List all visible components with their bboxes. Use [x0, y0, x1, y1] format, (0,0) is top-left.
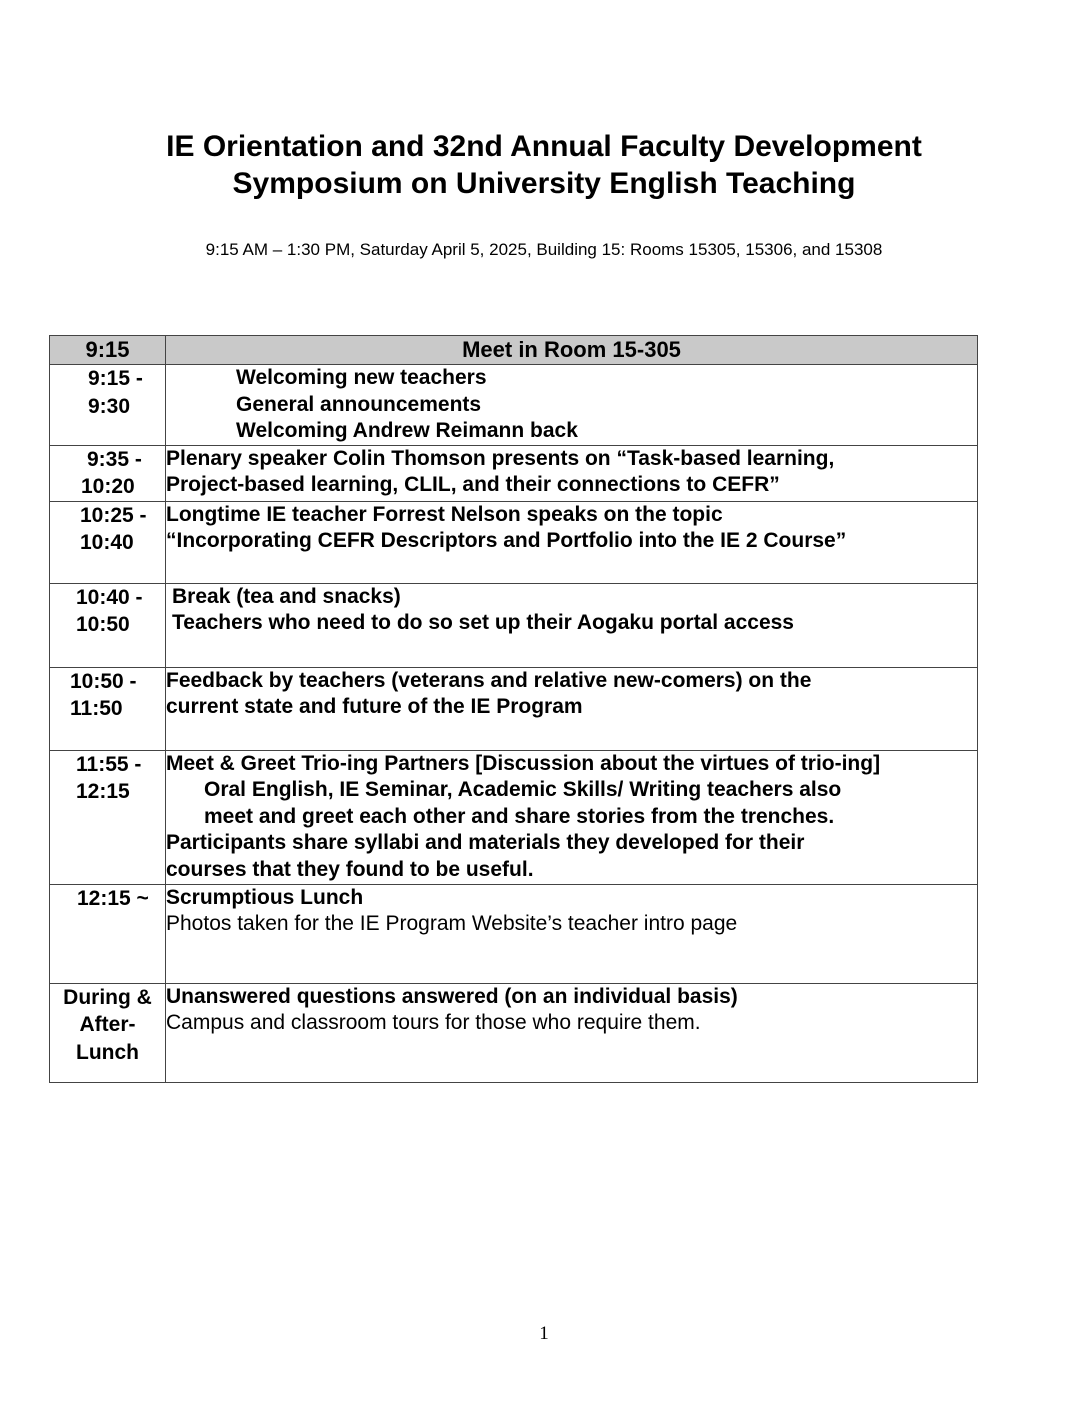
activity-line: Plenary speaker Colin Thomson presents on “Task-based learning,	[166, 446, 835, 470]
time-start: 10:50 -	[70, 669, 137, 693]
time-end: Lunch	[76, 1040, 139, 1064]
activity-cell	[166, 583, 978, 667]
page-number: 1	[539, 1323, 549, 1344]
activity-line: Oral English, IE Seminar, Academic Skills/ Writing teachers also	[204, 778, 842, 801]
schedule-row	[50, 583, 978, 667]
activity-line: meet and greet each other and share stories from the trenches.	[204, 804, 835, 828]
time-start: 11:55 -	[76, 752, 142, 776]
time-start: During &	[63, 985, 152, 1009]
time-start: 10:25 -	[80, 503, 147, 527]
time-end: 10:40	[80, 531, 134, 554]
activity-line: courses that they found to be useful.	[166, 857, 534, 881]
time-start: 9:35 -	[87, 447, 142, 471]
title-line-2: Symposium on University English Teaching	[232, 167, 856, 200]
activity-line: Break (tea and snacks)	[172, 584, 401, 608]
time-start: 9:15 -	[88, 367, 143, 390]
time-cell	[50, 667, 166, 750]
activity-line: Participants share syllabi and materials they developed for their	[166, 831, 805, 854]
time-start: 12:15 ~	[77, 886, 149, 910]
time-cell	[50, 884, 166, 983]
schedule-header-row	[50, 336, 978, 365]
activity-line: General announcements	[236, 392, 482, 416]
title-line-1: IE Orientation and 32nd Annual Faculty Development	[166, 130, 922, 163]
schedule-row	[50, 365, 978, 446]
time-end: 9:30	[88, 394, 131, 418]
time-cell	[50, 365, 166, 446]
activity-line: Project-based learning, CLIL, and their connections to CEFR”	[166, 473, 780, 496]
event-details: 9:15 AM – 1:30 PM, Saturday April 5, 2025, Building 15: Rooms 15305, 15306, and 15308	[205, 240, 883, 259]
activity-line: Welcoming Andrew Reimann back	[236, 419, 578, 442]
activity-line: current state and future of the IE Program	[166, 695, 583, 718]
activity-cell	[166, 667, 978, 750]
schedule-row	[50, 983, 978, 1082]
time-cell	[50, 983, 166, 1082]
schedule-row	[50, 884, 978, 983]
time-cell	[50, 445, 166, 501]
schedule-table	[49, 335, 978, 1083]
activity-line: Longtime IE teacher Forrest Nelson speaks on the topic	[166, 502, 723, 526]
activity-line: Scrumptious Lunch	[166, 885, 364, 909]
schedule-row	[50, 667, 978, 750]
time-end: 12:15	[76, 780, 130, 803]
schedule-row	[50, 501, 978, 583]
header-activity: Meet in Room 15-305	[166, 336, 978, 365]
activity-line: Welcoming new teachers	[236, 366, 487, 389]
schedule-row	[50, 445, 978, 501]
activity-cell	[166, 884, 978, 983]
activity-line: Teachers who need to do so set up their Aogaku portal access	[172, 611, 794, 634]
schedule-row	[50, 750, 978, 884]
activity-line: Meet & Greet Trio-ing Partners [Discussion about the virtues of trio-ing]	[166, 751, 881, 775]
time-cell	[50, 750, 166, 884]
activity-line: Campus and classroom tours for those who require them.	[166, 1011, 701, 1034]
activity-cell	[166, 445, 978, 501]
time-cell	[50, 501, 166, 583]
header-time: 9:15	[50, 336, 166, 365]
time-start: 10:40 -	[76, 585, 143, 609]
document-title	[0, 128, 1088, 202]
time-mid: After-	[79, 1013, 136, 1036]
time-end: 11:50	[70, 697, 123, 720]
time-end: 10:50	[76, 613, 130, 636]
activity-line: Photos taken for the IE Program Website’s teacher intro page	[166, 912, 738, 935]
activity-line: “Incorporating CEFR Descriptors and Portfolio into the IE 2 Course”	[166, 529, 847, 552]
activity-cell	[166, 501, 978, 583]
activity-cell	[166, 365, 978, 446]
time-cell	[50, 583, 166, 667]
activity-line: Unanswered questions answered (on an individual basis)	[166, 984, 738, 1008]
time-end: 10:20	[81, 475, 135, 498]
activity-cell	[166, 750, 978, 884]
activity-line: Feedback by teachers (veterans and relative new-comers) on the	[166, 668, 812, 692]
activity-cell	[166, 983, 978, 1082]
